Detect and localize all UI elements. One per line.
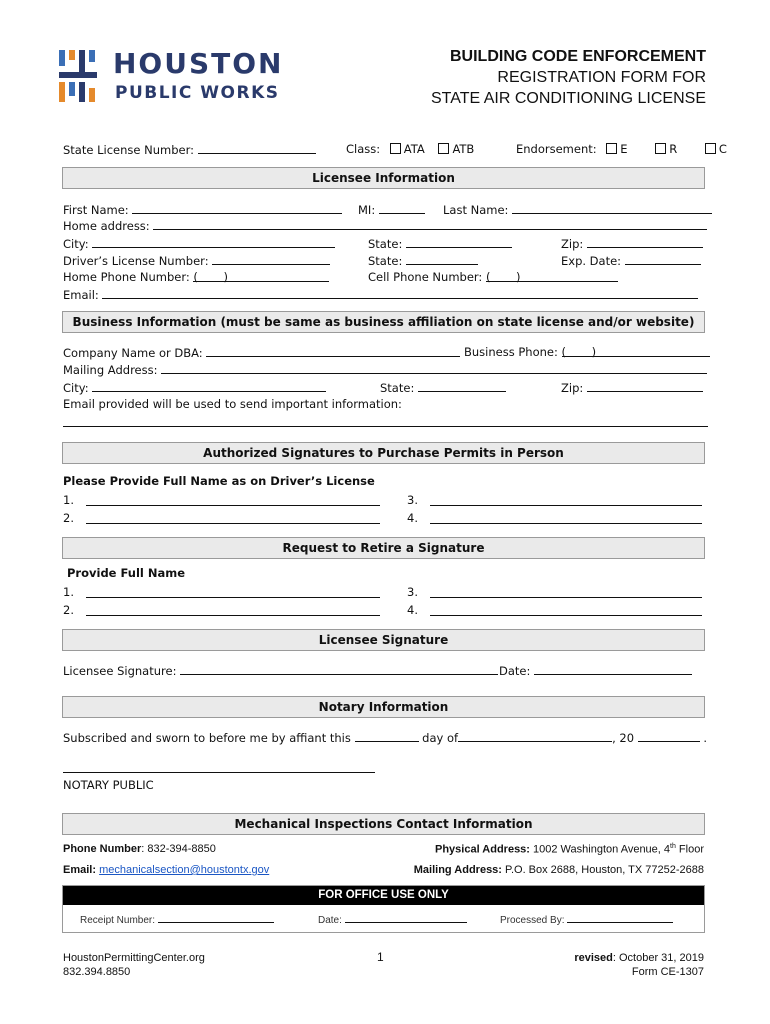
drivers-license-field[interactable] xyxy=(212,253,330,265)
authorized-num-4: 4. xyxy=(407,511,418,525)
drivers-license-row xyxy=(63,253,330,268)
first-name-label: First Name: xyxy=(63,203,129,217)
home-phone-field[interactable]: ( ) xyxy=(193,270,329,282)
ata-label: ATA xyxy=(403,142,425,156)
processed-by-field[interactable] xyxy=(567,913,673,923)
notary-text-d: . xyxy=(703,731,707,745)
mechanical-email xyxy=(63,864,269,876)
zip-row xyxy=(561,236,703,251)
footer-phone: 832.394.8850 xyxy=(63,966,131,978)
r-label: R xyxy=(669,142,678,156)
mailing-label: Mailing Address: xyxy=(63,363,158,377)
r-checkbox[interactable] xyxy=(655,143,666,154)
business-zip-row xyxy=(561,380,703,395)
business-section-header: Business Information (must be same as business affiliation on state license and/or website) xyxy=(62,311,705,333)
licensee-signature-field[interactable] xyxy=(180,663,498,675)
mechanical-email-label: Email: xyxy=(63,864,97,876)
page-number: 1 xyxy=(377,950,384,964)
c-label: C xyxy=(718,142,727,156)
notary-text-a: Subscribed and sworn to before me by affiant this xyxy=(63,731,351,745)
last-name-label: Last Name: xyxy=(443,203,509,217)
mechanical-mailing xyxy=(414,864,704,876)
notary-text-b: day of xyxy=(422,731,459,745)
logo xyxy=(57,48,317,108)
city-label: City: xyxy=(63,237,89,251)
exp-date-label: Exp. Date: xyxy=(561,254,622,268)
physical-address-sup: th xyxy=(670,843,676,850)
state-license-row xyxy=(63,142,316,157)
processed-by-row xyxy=(500,913,673,926)
mi-field[interactable] xyxy=(379,202,425,214)
footer-right xyxy=(574,951,704,979)
office-date-label: Date: xyxy=(318,915,342,926)
business-phone-row xyxy=(464,345,710,359)
exp-date-row xyxy=(561,253,701,268)
company-row xyxy=(63,345,460,360)
signature-section-header: Licensee Signature xyxy=(62,629,705,651)
cell-phone-row xyxy=(368,270,618,284)
retire-num-4: 4. xyxy=(407,603,418,617)
mi-label: MI: xyxy=(358,203,376,217)
dl-state-label: State: xyxy=(368,254,403,268)
authorized-num-3: 3. xyxy=(407,493,418,507)
notary-text-c: , 20 xyxy=(612,731,635,745)
state-row xyxy=(368,236,512,251)
last-name-field[interactable] xyxy=(512,202,712,214)
authorized-name-1-field[interactable] xyxy=(86,505,380,506)
business-zip-field[interactable] xyxy=(587,380,703,392)
form-title-line1: BUILDING CODE ENFORCEMENT xyxy=(450,48,706,65)
business-city-field[interactable] xyxy=(92,380,326,392)
company-field[interactable] xyxy=(206,345,460,357)
home-address-field[interactable] xyxy=(153,218,707,230)
receipt-number-row xyxy=(80,913,274,926)
authorized-instruction: Please Provide Full Name as on Driver’s License xyxy=(63,474,375,488)
dl-state-field[interactable] xyxy=(406,253,478,265)
notary-statement xyxy=(63,730,707,745)
dl-state-row xyxy=(368,253,478,268)
notary-section-header: Notary Information xyxy=(62,696,705,718)
physical-address-value: 1002 Washington Avenue, 4 xyxy=(533,843,671,856)
cell-phone-label: Cell Phone Number: xyxy=(368,270,483,284)
cell-phone-field[interactable]: ( ) xyxy=(486,270,618,282)
mechanical-phone-value: : 832-394-8850 xyxy=(141,843,216,855)
authorized-name-2-field[interactable] xyxy=(86,523,380,524)
revised-label: revised xyxy=(574,952,613,964)
home-phone-row xyxy=(63,270,329,284)
retire-name-3-field[interactable] xyxy=(430,597,702,598)
licensee-section-header: Licensee Information xyxy=(62,167,705,189)
endorsement-label: Endorsement: xyxy=(516,142,597,156)
mechanical-physical xyxy=(435,843,704,856)
licensee-signature-label: Licensee Signature: xyxy=(63,664,177,678)
retire-name-1-field[interactable] xyxy=(86,597,380,598)
mailing-address-label: Mailing Address: xyxy=(413,864,502,876)
city-row xyxy=(63,236,335,251)
retire-name-2-field[interactable] xyxy=(86,615,380,616)
retire-num-2: 2. xyxy=(63,603,74,617)
email-field[interactable] xyxy=(102,287,698,299)
licensee-signature-row xyxy=(63,663,498,678)
drivers-license-label: Driver’s License Number: xyxy=(63,254,209,268)
signature-date-field[interactable] xyxy=(534,663,692,675)
physical-address-label: Physical Address: xyxy=(435,843,530,856)
c-checkbox[interactable] xyxy=(705,143,716,154)
notary-public-label: NOTARY PUBLIC xyxy=(63,778,154,792)
business-phone-field[interactable]: ( ) xyxy=(562,345,710,357)
retire-num-1: 1. xyxy=(63,585,74,599)
retire-instruction: Provide Full Name xyxy=(67,566,185,580)
receipt-number-field[interactable] xyxy=(158,913,274,923)
home-address-row xyxy=(63,218,707,233)
e-checkbox[interactable] xyxy=(606,143,617,154)
logo-public-works-text: PUBLIC WORKS xyxy=(115,83,280,103)
authorized-section-header: Authorized Signatures to Purchase Permits in Person xyxy=(62,442,705,464)
e-label: E xyxy=(620,142,628,156)
retire-section-header: Request to Retire a Signature xyxy=(62,537,705,559)
ata-checkbox[interactable] xyxy=(390,143,401,154)
footer-site: HoustonPermittingCenter.org xyxy=(63,952,205,964)
business-state-label: State: xyxy=(380,381,415,395)
mechanical-email-link[interactable]: mechanicalsection@houstontx.gov xyxy=(99,864,270,876)
zip-field[interactable] xyxy=(587,236,703,248)
signature-date-row xyxy=(499,663,692,678)
receipt-number-label: Receipt Number: xyxy=(80,915,156,926)
home-phone-label: Home Phone Number: xyxy=(63,270,190,284)
retire-name-4-field[interactable] xyxy=(430,615,702,616)
mechanical-section-header: Mechanical Inspections Contact Information xyxy=(62,813,705,835)
business-phone-label: Business Phone: xyxy=(464,345,558,359)
notary-month-field[interactable] xyxy=(458,730,612,742)
endorsement-row xyxy=(516,142,727,156)
footer-form: Form CE-1307 xyxy=(631,966,704,978)
office-date-row xyxy=(318,913,467,926)
footer-left xyxy=(63,951,205,979)
state-field[interactable] xyxy=(406,236,512,248)
mailing-address-value: P.O. Box 2688, Houston, TX 77252-2688 xyxy=(505,864,704,876)
footer-revised xyxy=(574,951,704,965)
home-address-label: Home address: xyxy=(63,219,150,233)
mailing-row xyxy=(63,362,707,377)
mailing-field[interactable] xyxy=(161,362,707,374)
mechanical-phone xyxy=(63,843,216,855)
state-license-field[interactable] xyxy=(198,142,316,154)
authorized-num-2: 2. xyxy=(63,511,74,525)
authorized-name-4-field[interactable] xyxy=(430,523,702,524)
form-title xyxy=(431,46,706,109)
office-use-header: FOR OFFICE USE ONLY xyxy=(63,886,704,905)
atb-checkbox[interactable] xyxy=(438,143,449,154)
office-date-field[interactable] xyxy=(345,913,467,923)
class-row xyxy=(346,142,474,156)
logo-houston-text: HOUSTON xyxy=(113,47,284,80)
class-label: Class: xyxy=(346,142,381,156)
authorized-num-1: 1. xyxy=(63,493,74,507)
mechanical-phone-label: Phone Number xyxy=(63,843,142,855)
first-name-row xyxy=(63,202,342,217)
business-state-row xyxy=(380,380,506,395)
retire-num-3: 3. xyxy=(407,585,418,599)
processed-by-label: Processed By: xyxy=(500,915,565,926)
business-email-note: Email provided will be used to send important information: xyxy=(63,397,402,411)
zip-label: Zip: xyxy=(561,237,584,251)
state-label: State: xyxy=(368,237,403,251)
notary-signature-field[interactable] xyxy=(63,772,375,773)
form-title-line2: REGISTRATION FORM FOR xyxy=(497,69,706,86)
form-title-line3: STATE AIR CONDITIONING LICENSE xyxy=(431,90,706,107)
business-city-label: City: xyxy=(63,381,89,395)
first-name-field[interactable] xyxy=(132,202,342,214)
email-row xyxy=(63,287,698,302)
company-label: Company Name or DBA: xyxy=(63,346,203,360)
last-name-row xyxy=(443,202,712,217)
atb-label: ATB xyxy=(452,142,475,156)
signature-date-label: Date: xyxy=(499,664,531,678)
physical-address-end: Floor xyxy=(675,843,704,856)
notary-day-field[interactable] xyxy=(355,730,419,742)
state-license-label: State License Number: xyxy=(63,143,194,157)
office-use-box xyxy=(62,885,705,933)
email-label: Email: xyxy=(63,288,99,302)
revised-date: : October 31, 2019 xyxy=(612,952,704,964)
business-city-row xyxy=(63,380,326,395)
exp-date-field[interactable] xyxy=(625,253,701,265)
notary-year-field[interactable] xyxy=(638,730,700,742)
business-state-field[interactable] xyxy=(418,380,506,392)
authorized-name-3-field[interactable] xyxy=(430,505,702,506)
houston-logo-mark-icon xyxy=(57,48,107,104)
business-zip-label: Zip: xyxy=(561,381,584,395)
mi-row xyxy=(358,202,425,217)
city-field[interactable] xyxy=(92,236,335,248)
business-email-field[interactable] xyxy=(63,426,708,427)
